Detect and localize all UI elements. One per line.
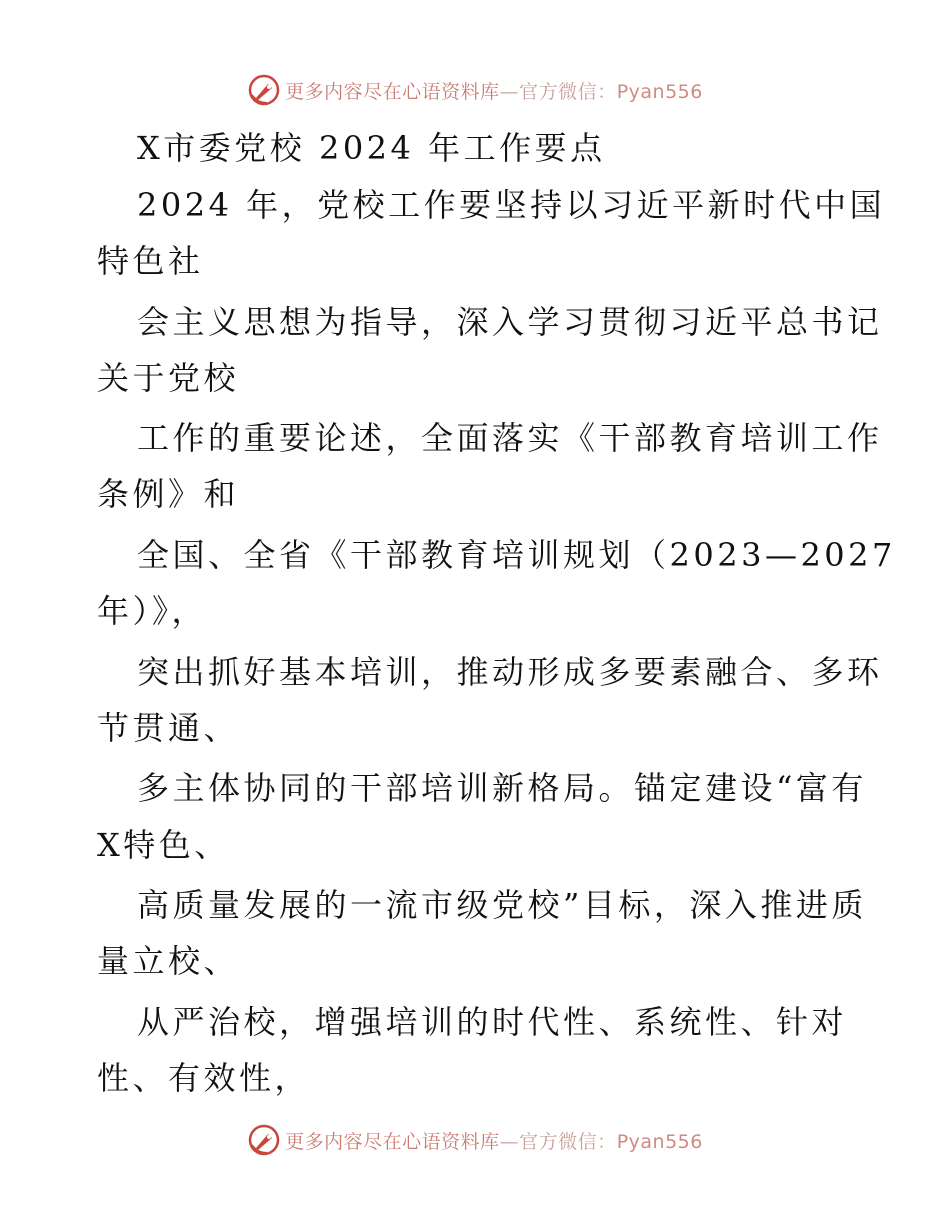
watermark-text (285, 1127, 703, 1154)
pen-nib-seal-icon (247, 1123, 281, 1157)
paragraph-line: 多主体协同的干部培训新格局。锚定建设“富有 (137, 769, 867, 807)
paragraph-line: 性、有效性， (97, 1059, 311, 1097)
paragraph-line: 量立校、 (97, 942, 240, 980)
paragraph-line: 从严治校，增强培训的时代性、系统性、针对 (137, 1003, 848, 1041)
watermark-site: 更多内容尽在心语资料库 (285, 80, 500, 103)
paragraph-line: 工作的重要论述，全面落实《干部教育培训工作 (137, 419, 883, 457)
document-title: X市委党校 2024 年工作要点 (137, 129, 606, 167)
watermark-separator: — (499, 1130, 520, 1153)
watermark-label: 官方微信： (519, 1130, 617, 1153)
watermark-account: Pyan556 (616, 1130, 703, 1153)
paragraph-line: X特色、 (97, 826, 230, 864)
paragraph-line: 节贯通、 (97, 709, 240, 747)
pen-nib-seal-icon (247, 73, 281, 107)
watermark-site: 更多内容尽在心语资料库 (285, 1130, 500, 1153)
paragraph-line: 全国、全省《干部教育培训规划（2023—2027 (137, 536, 896, 574)
watermark-label: 官方微信： (519, 80, 617, 103)
paragraph-line: 突出抓好基本培训，推动形成多要素融合、多环 (137, 653, 883, 691)
paragraph-line: 条例》和 (97, 475, 240, 513)
paragraph-line: 特色社 (97, 242, 204, 280)
paragraph-line: 高质量发展的一流市级党校”目标，深入推进质 (137, 886, 867, 924)
paragraph-line: 会主义思想为指导，深入学习贯彻习近平总书记 (137, 303, 883, 341)
paragraph-line: 关于党校 (97, 359, 240, 397)
watermark-footer (0, 1118, 950, 1162)
watermark-account: Pyan556 (616, 80, 703, 103)
paragraph-line: 年）》， (97, 592, 208, 630)
paragraph-line: 2024 年，党校工作要坚持以习近平新时代中国 (137, 186, 886, 224)
watermark-text (285, 77, 703, 104)
watermark-header (0, 68, 950, 112)
watermark-separator: — (499, 80, 520, 103)
